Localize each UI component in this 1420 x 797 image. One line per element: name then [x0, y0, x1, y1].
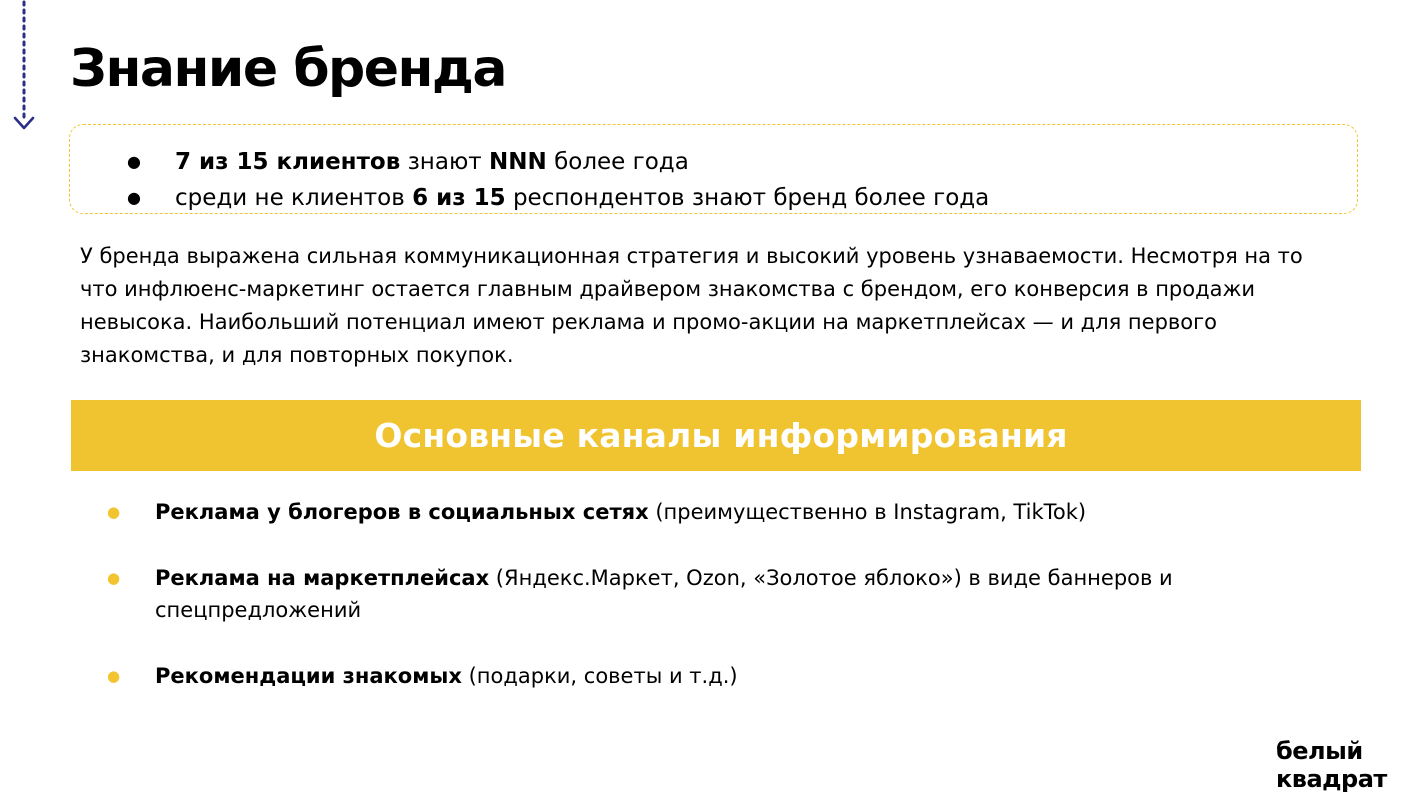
- channels-heading: Основные каналы информирования: [374, 416, 1068, 455]
- fact-text: среди не клиентов: [175, 185, 413, 211]
- page-title: Знание бренда: [70, 39, 507, 99]
- logo-line: белый: [1276, 737, 1363, 765]
- channel-name: Реклама у блогеров в социальных сетях: [155, 500, 649, 524]
- fact-highlight: NNN: [489, 149, 547, 175]
- fact-highlight: 7 из 15 клиентов: [175, 149, 401, 175]
- company-logo: [1276, 737, 1406, 793]
- fact-item: [0, 144, 989, 180]
- bullet-dot-icon: ●: [127, 188, 141, 207]
- fact-text: респондентов знают бренд более года: [505, 185, 990, 211]
- channel-details: (подарки, советы и т.д.): [461, 664, 738, 688]
- channel-item: [107, 562, 1315, 626]
- channel-details: (Яндекс.Маркет, Ozon, «Золотое яблоко») в виде баннеров и спецпредложений: [155, 566, 1173, 622]
- fact-highlight: 6 из 15: [412, 185, 506, 211]
- bullet-dot-icon: ●: [107, 569, 121, 587]
- fact-item: [0, 180, 989, 216]
- logo-line: квадрат: [1276, 765, 1387, 793]
- channel-name: Реклама на маркетплейсах: [155, 566, 490, 590]
- channel-name: Рекомендации знакомых: [155, 664, 462, 688]
- summary-paragraph: У бренда выражена сильная коммуникационная стратегия и высокий уровень узнаваемости. Несмотря на то что инфлюенс-маркетинг остается главным драйвером знакомства с брендом, его конверсия в продажи невысока. Наибольший потенциал имеют реклама и промо-акции на маркетплейсах — и для первого знакомства, и для повторных покупок.: [80, 244, 1303, 367]
- bullet-dot-icon: ●: [127, 152, 141, 171]
- facts-list: [0, 144, 989, 216]
- fact-text: более года: [546, 149, 689, 175]
- fact-text: знают: [400, 149, 490, 175]
- channel-details: (преимущественно в Instagram, TikTok): [648, 500, 1087, 524]
- dotted-down-arrow-icon: [13, 0, 35, 132]
- channel-item: [107, 660, 1315, 692]
- bullet-dot-icon: ●: [107, 667, 121, 685]
- bullet-dot-icon: ●: [107, 503, 121, 521]
- channel-item: [107, 496, 1315, 528]
- channels-banner: [71, 400, 1361, 471]
